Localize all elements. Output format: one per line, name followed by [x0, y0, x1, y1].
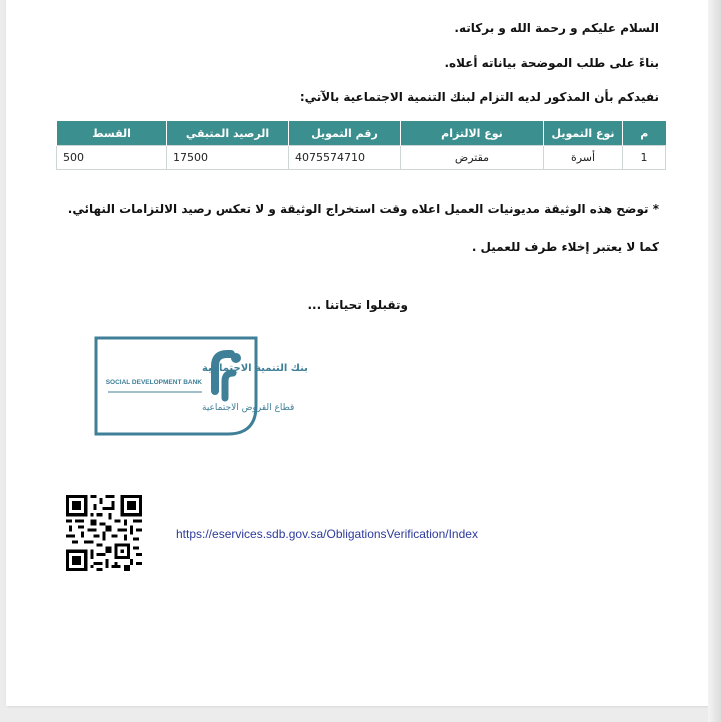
table-row — [57, 146, 666, 170]
sdb-logo — [94, 336, 308, 437]
header-remaining-balance: الرصيد المتبقي — [167, 121, 289, 146]
closing-line: وتقبلوا تحياتنا ... — [307, 298, 408, 312]
cell-index: 1 — [623, 146, 666, 170]
verification-link[interactable]: https://eservices.sdb.gov.sa/ObligationsVerification/Index — [176, 527, 478, 541]
greeting-line: السلام عليكم و رحمة الله و بركاته. — [454, 21, 659, 35]
cell-financing-type: أسرة — [544, 146, 623, 170]
cell-remaining-balance: 17500 — [167, 146, 289, 170]
logo-name-ar: بنك التنمية الاجتماعية — [202, 363, 308, 374]
header-installment: القسط — [57, 121, 167, 146]
request-line: بناءً على طلب الموضحة بياناته أعلاه. — [444, 56, 659, 70]
logo-name-en: SOCIAL DEVELOPMENT BANK — [105, 379, 202, 386]
cell-installment: 500 — [57, 146, 167, 170]
header-financing-type: نوع التمويل — [544, 121, 623, 146]
note-line-2: كما لا يعتبر إخلاء طرف للعميل . — [471, 240, 659, 254]
sdb-mark-icon — [215, 353, 241, 398]
obligations-table — [56, 121, 666, 170]
note-line-1: * توضح هذه الوثيقة مديونيات العميل اعلاه وقت استخراج الوثيقة و لا تعكس رصيد الالتزامات النهائي. — [67, 202, 659, 216]
qr-code-icon — [66, 495, 142, 571]
notice-line: نفيدكم بأن المذكور لديه التزام لبنك التنمية الاجتماعية بالآتي: — [299, 90, 659, 104]
header-obligation-type: نوع الالتزام — [401, 121, 544, 146]
header-financing-number: رقم التمويل — [289, 121, 401, 146]
cell-financing-number: 4075574710 — [289, 146, 401, 170]
logo-sector: قطاع القروض الاجتماعية — [202, 403, 295, 413]
header-index: م — [623, 121, 666, 146]
cell-obligation-type: مقترض — [401, 146, 544, 170]
page-edge-shadow — [708, 0, 721, 722]
table-header-row — [57, 121, 666, 146]
